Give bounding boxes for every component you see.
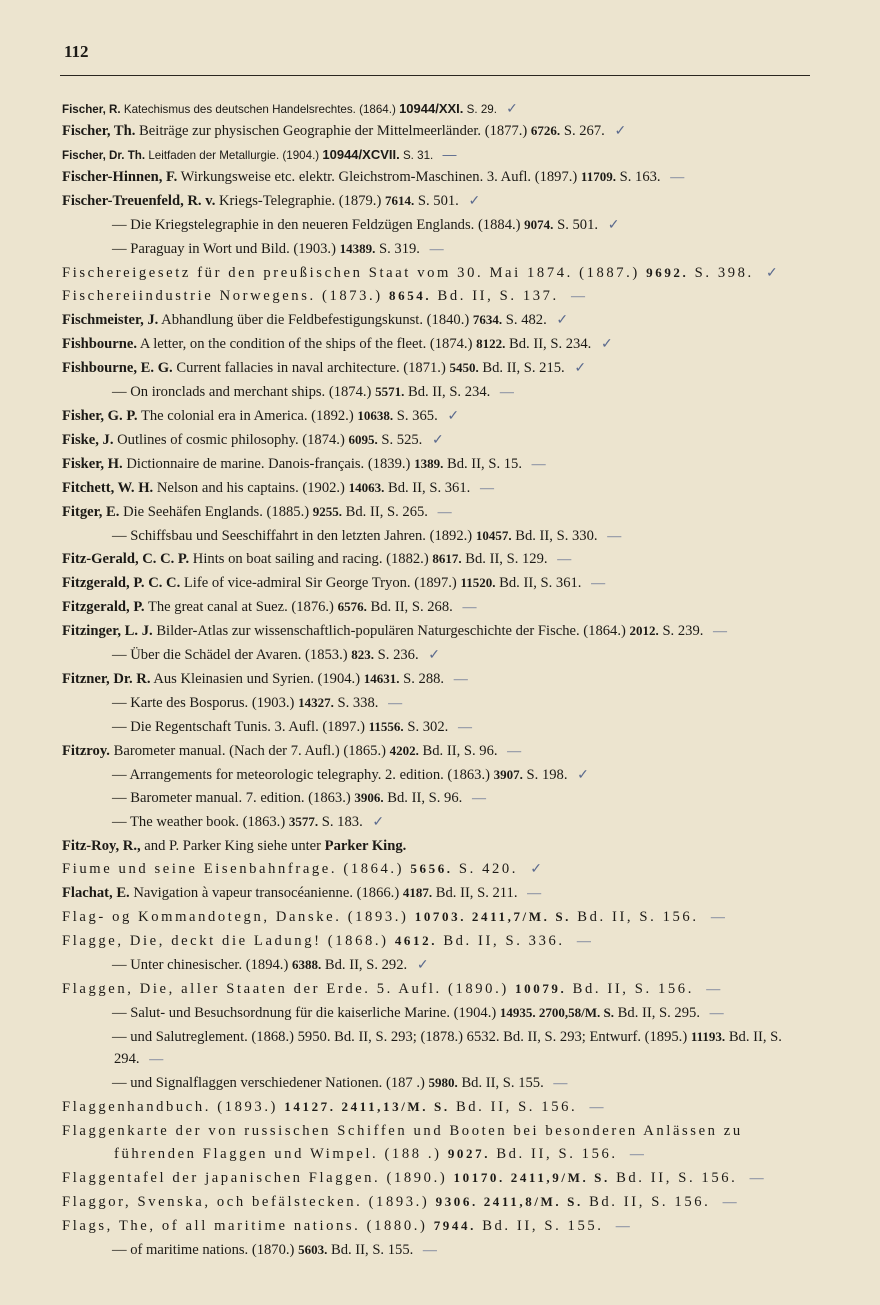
entry-handwritten-mark: ✓ (416, 957, 429, 973)
entry-keyword: Flagge, (62, 932, 124, 949)
entry-catalog-number: 6576. (337, 599, 367, 615)
entry-handwritten-mark: ✓ (431, 432, 444, 448)
entry-keyword: Flaggen, (62, 980, 134, 997)
entry-title: Über die Schädel der Avaren. (1853.) (130, 647, 348, 664)
entry-title: und Signalflaggen verschiedener Nationen. (187 .) (130, 1075, 425, 1092)
entry-catalog-number: 10944/XXI. (399, 101, 464, 116)
entry-catalog-number: 1389. (414, 455, 444, 471)
entry-catalog-number: 3907. (493, 766, 523, 782)
entry-page-ref: Bd. II, S. 234. (407, 384, 491, 401)
entry-author: Fisher, G. P. (62, 407, 138, 424)
catalog-entry (62, 620, 810, 644)
entry-page-ref: S. 302. (407, 718, 449, 735)
entry-catalog-number: 14935. 2700,58/M. S. (499, 1004, 615, 1020)
entry-handwritten-mark: — (457, 719, 472, 735)
entry-handwritten-mark: — (589, 1100, 607, 1116)
entry-page-ref: Bd. II, S. 156. (572, 980, 694, 997)
entry-title: Navigation à vapeur transocéanienne. (1866.) (133, 885, 400, 902)
entry-handwritten-mark: ✓ (468, 193, 481, 209)
entry-catalog-number: 5571. (375, 384, 405, 400)
catalog-entry (62, 644, 810, 668)
entry-keyword: Flags, (62, 1217, 113, 1234)
entry-reference-author: Parker King. (324, 838, 407, 855)
catalog-entry (62, 787, 810, 811)
entry-handwritten-mark: — (471, 791, 486, 807)
entry-page-ref: Bd. II, S. 156. (496, 1146, 618, 1163)
entry-page-ref: Bd. II, S. 211. (435, 885, 518, 902)
entry-handwritten-mark: — (531, 456, 546, 472)
entry-handwritten-mark: ✓ (577, 767, 589, 783)
entry-handwritten-mark: — (615, 1218, 633, 1234)
entry-page-ref: Bd. II, S. 156. (577, 909, 699, 925)
catalog-entry (62, 190, 810, 214)
entry-catalog-number: 7944. (433, 1217, 476, 1233)
entry-title: Arrangements for meteorologic telegraphy. 2. edition. (1863.) (129, 766, 490, 783)
entry-page-ref: S. 31. (402, 148, 434, 162)
entry-handwritten-mark: — (553, 1076, 568, 1092)
entry-title: Leitfaden der Metallurgie. (1904.) (148, 148, 320, 162)
entry-page-ref: Bd. II, S. 137. (437, 288, 559, 305)
entry-catalog-number: 11556. (368, 718, 404, 734)
entry-author: Fiske, J. (62, 431, 114, 448)
entry-keyword: Fiume (62, 861, 113, 878)
entry-page-ref: S. 501. (417, 192, 459, 209)
entry-page-ref: Bd. II, S. 361. (387, 479, 471, 496)
entry-catalog-number: 8654. (389, 288, 432, 304)
entry-title: Current fallacies in naval architecture. (1871.) (176, 360, 446, 377)
entry-catalog-number: 4202. (389, 742, 419, 758)
entry-handwritten-mark: — (422, 1242, 437, 1258)
entry-title: The great canal at Suez. (1876.) (147, 599, 334, 616)
entry-author: Fitchett, W. H. (62, 479, 154, 496)
entry-page-ref: S. 365. (396, 407, 438, 424)
catalog-entry (62, 1002, 810, 1026)
entry-page-ref: S. 525. (381, 431, 423, 448)
entry-keyword: Flag- (62, 909, 106, 925)
catalog-entry (62, 692, 810, 716)
entry-keyword: Flaggentafel (62, 1169, 167, 1186)
entry-title: Aus Kleinasien und Syrien. (1904.) (153, 670, 361, 687)
entry-page-ref: S. 198. (526, 766, 568, 783)
entry-handwritten-mark: ✓ (530, 862, 545, 878)
entry-catalog-number: 3577. (288, 814, 319, 830)
entry-handwritten-mark: ✓ (614, 124, 627, 139)
entry-list (62, 98, 810, 1263)
entry-title: Barometer manual. 7. edition. (1863.) (130, 790, 351, 807)
entry-keyword: Fischereiindustrie (62, 288, 214, 305)
entry-keyword: Flaggor, (62, 1193, 132, 1210)
header-rule (60, 75, 810, 76)
entry-catalog-number: 9074. (524, 216, 554, 232)
catalog-entry (62, 1096, 810, 1120)
entry-catalog-number: 10457. (475, 527, 512, 543)
entry-title: Beiträge zur physischen Geographie der Mittelmeerländer. (1877.) (139, 123, 528, 139)
entry-catalog-number: 10944/XCVII. (322, 146, 400, 162)
catalog-entry (62, 1120, 810, 1167)
entry-catalog-number: 10170. 2411,9/M. S. (453, 1169, 610, 1185)
page-number: 112 (64, 42, 89, 61)
entry-catalog-number: 5450. (449, 360, 479, 376)
entry-page-ref: Bd. II, S. 129. (465, 551, 548, 568)
entry-catalog-number: 8617. (432, 551, 462, 567)
catalog-entry (62, 381, 810, 405)
catalog-entry (62, 525, 810, 549)
entry-handwritten-mark: — (709, 1005, 724, 1021)
catalog-entry (62, 930, 810, 954)
entry-catalog-number: 6095. (348, 431, 378, 447)
entry-catalog-number: 9027. (447, 1146, 491, 1162)
entry-author: Fitzinger, L. J. (62, 623, 153, 640)
entry-page-ref: S. 267. (563, 123, 605, 139)
catalog-entry (62, 453, 810, 477)
entry-handwritten-mark: — (507, 743, 522, 759)
entry-author: Fitzroy. (62, 742, 110, 759)
entry-catalog-number: 14389. (339, 240, 376, 256)
entry-catalog-number: 14327. (298, 694, 334, 710)
catalog-entry (62, 429, 810, 453)
entry-page-ref: S. 398. (694, 264, 754, 281)
entry-catalog-number: 7614. (384, 192, 415, 208)
entry-author: Fitzgerald, P. (62, 599, 145, 616)
entry-title: The, of all maritime nations. (1880.) (118, 1217, 428, 1234)
entry-handwritten-mark: — (706, 981, 723, 997)
entry-title: Kriegs-Telegraphie. (1879.) (219, 192, 382, 209)
entry-title: der japanischen Flaggen. (1890.) (172, 1169, 448, 1186)
entry-page-ref: S. 420. (458, 861, 519, 878)
entry-catalog-number: 5980. (428, 1075, 458, 1091)
entry-title: Bilder-Atlas zur wissenschaftlich-populären Naturgeschichte der Fische. (1864.) (156, 623, 626, 640)
catalog-entry (62, 120, 810, 144)
entry-author: Fitzgerald, P. C. C. (62, 575, 181, 592)
entry-catalog-number: 5656. (410, 861, 453, 877)
entry-handwritten-mark: — (429, 241, 444, 257)
entry-author: Fitger, E. (62, 503, 120, 520)
catalog-entry (62, 166, 810, 190)
entry-catalog-number: 7634. (472, 312, 503, 328)
entry-page-ref: Bd. II, S. 265. (345, 503, 428, 520)
entry-title: und seine Eisenbahnfrage. (1864.) (118, 861, 405, 878)
entry-catalog-number: 14631. (363, 670, 400, 686)
entry-catalog-number: 2012. (629, 623, 659, 639)
entry-page-ref: S. 338. (337, 694, 379, 711)
catalog-entry (62, 1026, 810, 1073)
entry-page-ref: Bd. II, S. 155. (461, 1075, 544, 1092)
entry-handwritten-mark: ✓ (766, 265, 781, 281)
catalog-entry (62, 858, 810, 882)
catalog-entry (62, 238, 810, 262)
catalog-entry (62, 405, 810, 429)
entry-title: Karte des Bosporus. (1903.) (130, 694, 295, 711)
entry-catalog-number: 9692. (646, 264, 689, 280)
catalog-entry (62, 98, 810, 120)
entry-page-ref: Bd. II, S. 96. (387, 790, 463, 807)
catalog-entry (62, 811, 810, 835)
entry-page-ref: S. 482. (505, 312, 547, 329)
entry-title: Paraguay in Wort und Bild. (1903.) (130, 240, 336, 257)
entry-title: Outlines of cosmic philosophy. (1874.) (117, 431, 345, 448)
catalog-entry (62, 1167, 810, 1191)
entry-catalog-number: 9255. (312, 503, 342, 519)
entry-author: Fitz-Gerald, C. C. P. (62, 551, 190, 568)
entry-page-ref: Bd. II, S. 96. (422, 742, 498, 759)
entry-keyword: Fischereigesetz (62, 264, 191, 281)
entry-handwritten-mark: — (607, 528, 622, 544)
entry-title: of maritime nations. (1870.) (130, 1241, 295, 1258)
entry-title: Life of vice-admiral Sir George Tryon. (1897.) (183, 575, 457, 592)
entry-catalog-number: 9306. 2411,8/M. S. (435, 1193, 583, 1209)
entry-keyword: Flaggenkarte (62, 1123, 170, 1140)
entry-handwritten-mark: ✓ (607, 217, 620, 233)
entry-catalog-number: 4187. (402, 885, 433, 901)
catalog-entry (62, 882, 810, 906)
entry-title: Norwegens. (1873.) (219, 288, 383, 305)
entry-page-ref: Bd. II, S. 336. (443, 932, 565, 949)
entry-page-ref: S. 29. (466, 103, 497, 116)
entry-handwritten-mark: ✓ (506, 100, 518, 116)
entry-title: Salut- und Besuchsordnung für die kaiserliche Marine. (1904.) (130, 1004, 497, 1021)
entry-catalog-number: 823. (351, 647, 374, 663)
entry-catalog-number: 10703. 2411,7/M. S. (414, 909, 572, 924)
catalog-entry (62, 764, 810, 788)
entry-handwritten-mark: — (571, 289, 588, 305)
entry-catalog-number: 4612. (394, 932, 438, 948)
entry-handwritten-mark: — (722, 1194, 740, 1210)
entry-page-ref: Bd. II, S. 330. (515, 527, 598, 544)
entry-title: Die Kriegstelegraphie in den neueren Feldzügen Englands. (1884.) (130, 216, 521, 233)
entry-handwritten-mark: ✓ (600, 337, 613, 353)
catalog-entry (62, 668, 810, 692)
entry-title: Unter chinesischer. (1894.) (130, 956, 289, 973)
entry-handwritten-mark: ✓ (447, 408, 460, 424)
entry-title: Barometer manual. (Nach der 7. Aufl.) (1865.) (113, 742, 386, 759)
entry-handwritten-mark: — (388, 695, 403, 711)
entry-author: Flachat, E. (62, 885, 130, 902)
entry-page-ref: Bd. II, S. 361. (499, 575, 582, 592)
entry-title: für den preußischen Staat vom 30. Mai 1874. (1887.) (197, 264, 640, 281)
catalog-entry (62, 548, 810, 572)
entry-author: Fischer, R. (62, 103, 121, 116)
entry-title: Die, aller Staaten der Erde. 5. Aufl. (1890.) (139, 980, 509, 997)
entry-catalog-number: 11709. (580, 168, 616, 184)
entry-handwritten-mark: — (557, 552, 572, 568)
entry-catalog-number: 10079. (515, 980, 567, 996)
entry-page-ref: Bd. II, S. 215. (482, 360, 565, 377)
entry-title: der von russischen Schiffen und Booten bei besonderen Anlässen zu führenden Flaggen und Wimpel. (188 .) (114, 1123, 743, 1163)
entry-title: og Kommandotegn, Danske. (1893.) (112, 909, 409, 925)
entry-page-ref: S. 501. (557, 216, 599, 233)
entry-author: Fitzner, Dr. R. (62, 670, 151, 687)
entry-page-ref: Bd. II, S. 156. (616, 1169, 738, 1186)
catalog-entry (62, 144, 810, 166)
entry-title: Schiffsbau und Seeschiffahrt in den letzten Jahren. (1892.) (130, 527, 473, 544)
entry-page-ref: S. 288. (403, 670, 445, 687)
entry-catalog-number: 11193. (690, 1028, 726, 1044)
entry-handwritten-mark: ✓ (556, 313, 569, 329)
entry-title: and P. Parker King siehe unter (144, 838, 322, 855)
catalog-entry (62, 214, 810, 238)
entry-handwritten-mark: — (749, 1170, 767, 1186)
entry-catalog-number: 14127. 2411,13/M. S. (284, 1099, 450, 1115)
entry-title: Die Regentschaft Tunis. 3. Aufl. (1897.) (130, 718, 365, 735)
entry-title: Wirkungsweise etc. elektr. Gleichstrom-Maschinen. 3. Aufl. (1897.) (180, 168, 578, 185)
entry-handwritten-mark: ✓ (574, 361, 587, 377)
entry-author: Fischer, Th. (62, 123, 136, 139)
entry-page-ref: Bd. II, S. 234. (509, 336, 592, 353)
entry-catalog-number: 5603. (298, 1241, 328, 1257)
entry-title: Dictionnaire de marine. Danois-français. (1839.) (126, 455, 411, 472)
catalog-entry (62, 978, 810, 1002)
entry-catalog-number: 14063. (348, 479, 385, 495)
catalog-entry (62, 262, 810, 286)
entry-title: Katechismus des deutschen Handelsrechtes. (1864.) (123, 103, 396, 116)
entry-handwritten-mark: — (437, 504, 452, 520)
entry-page-ref: Bd. II, S. 268. (370, 599, 453, 616)
entry-title: The colonial era in America. (1892.) (140, 407, 354, 424)
entry-author: Fitz-Roy, R., (62, 838, 141, 855)
entry-page-ref: Bd. II, S. 294. (114, 1028, 782, 1068)
catalog-entry (62, 596, 810, 620)
entry-catalog-number: 10638. (357, 407, 394, 423)
entry-handwritten-mark: — (499, 385, 514, 401)
catalog-entry (62, 1215, 810, 1239)
entry-title: Die, deckt die Ladung! (1868.) (129, 932, 389, 949)
catalog-entry (62, 954, 810, 978)
catalog-entry (62, 1072, 810, 1096)
entry-page-ref: Bd. II, S. 156. (589, 1193, 711, 1210)
entry-handwritten-mark: — (462, 600, 477, 616)
entry-handwritten-mark: — (149, 1052, 164, 1068)
entry-page-ref: Bd. II, S. 292. (324, 956, 408, 973)
entry-page-ref: Bd. II, S. 295. (617, 1004, 700, 1021)
entry-author: Fisker, H. (62, 455, 123, 472)
catalog-entry (62, 740, 810, 764)
entry-author: Fischer-Hinnen, F. (62, 168, 178, 185)
entry-title: A letter, on the condition of the ships of the fleet. (1874.) (139, 336, 473, 353)
catalog-entry (62, 906, 810, 930)
entry-page-ref: S. 183. (321, 814, 363, 831)
entry-handwritten-mark: — (591, 576, 606, 592)
catalog-entry (62, 501, 810, 525)
entry-catalog-number: 3906. (354, 790, 384, 806)
entry-title: (1893.) (217, 1099, 279, 1116)
entry-handwritten-mark: — (710, 910, 728, 925)
entry-handwritten-mark: — (527, 886, 542, 902)
catalog-entry (62, 285, 810, 309)
entry-catalog-number: 6726. (530, 123, 561, 138)
catalog-entry (62, 1239, 810, 1263)
entry-title: The weather book. (1863.) (129, 814, 286, 831)
entry-page-ref: Bd. II, S. 156. (455, 1099, 578, 1116)
entry-title: Abhandlung über die Feldbefestigungskunst. (1840.) (161, 312, 470, 329)
entry-handwritten-mark: — (442, 145, 457, 162)
entry-page-ref: S. 319. (379, 240, 420, 257)
entry-handwritten-mark: — (479, 480, 494, 496)
catalog-entry (62, 1191, 810, 1215)
entry-page-ref: S. 239. (662, 623, 704, 640)
catalog-entry (62, 477, 810, 501)
entry-page-ref: S. 236. (377, 647, 419, 664)
catalog-entry (62, 333, 810, 357)
entry-title: Nelson and his captains. (1902.) (156, 479, 345, 496)
entry-keyword: Flaggenhandbuch. (62, 1099, 212, 1116)
entry-author: Fishbourne, E. G. (62, 360, 173, 377)
entry-author: Fischer-Treuenfeld, R. v. (62, 192, 216, 209)
entry-author: Fischmeister, J. (62, 312, 159, 329)
entry-handwritten-mark: — (670, 169, 685, 185)
entry-handwritten-mark: — (629, 1147, 647, 1163)
entry-author: Fishbourne. (62, 336, 138, 353)
entry-page-ref: Bd. II, S. 15. (446, 455, 522, 472)
entry-handwritten-mark: — (576, 933, 594, 949)
entry-page-ref: S. 163. (619, 168, 661, 185)
catalog-entry (62, 716, 810, 740)
entry-catalog-number: 6388. (291, 956, 322, 972)
catalog-entry (62, 309, 810, 333)
entry-page-ref: Bd. II, S. 155. (330, 1241, 414, 1258)
entry-page-ref: Bd. II, S. 155. (482, 1217, 604, 1234)
entry-title: On ironclads and merchant ships. (1874.) (130, 384, 372, 401)
catalog-entry (62, 357, 810, 381)
entry-handwritten-mark: ✓ (372, 815, 385, 831)
entry-title: Svenska, och befälstecken. (1893.) (137, 1193, 430, 1210)
catalog-entry (62, 835, 810, 858)
entry-catalog-number: 8122. (476, 336, 506, 352)
entry-handwritten-mark: — (453, 671, 468, 687)
entry-title: und Salutreglement. (1868.) 5950. Bd. II, S. 293; (1878.) 6532. Bd. II, S. 293; Entwurf. (1895.) (130, 1028, 688, 1045)
catalog-entry (62, 572, 810, 596)
entry-title: Hints on boat sailing and racing. (1882.) (192, 551, 429, 568)
entry-handwritten-mark: — (713, 624, 728, 640)
entry-title: Die Seehäfen Englands. (1885.) (123, 503, 310, 520)
entry-catalog-number: 11520. (460, 575, 496, 591)
entry-handwritten-mark: ✓ (428, 648, 440, 664)
entry-author: Fischer, Dr. Th. (62, 148, 146, 162)
